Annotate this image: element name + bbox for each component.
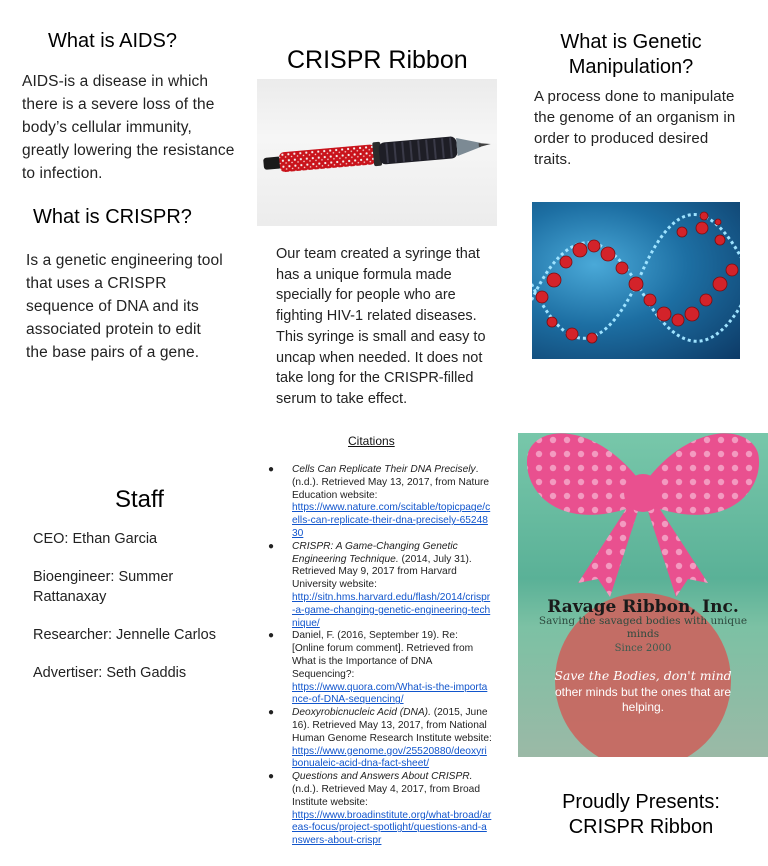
flyer-slogan-2: other minds but the ones that are helping. [554, 685, 732, 714]
staff-member-ceo: CEO: Ethan Garcia [33, 531, 158, 547]
crispr-body: Is a genetic engineering tool that uses a CRISPR sequence of DNA and its associated protein to edit the base pairs of a gene. [26, 252, 223, 361]
pen-icon [257, 79, 497, 226]
flyer-slogan: Save the Bodies, don't mind [554, 668, 732, 683]
citation-item: ● Questions and Answers About CRISPR. (n.d.). Retrieved May 4, 2017, from Broad Institute website: https://www.broadinstitute.org/what-broad/areas-focus/project-spotlight/questions-and-answers-about-crispr [268, 771, 492, 847]
company-tagline: Saving the savaged bodies with unique minds [538, 615, 748, 640]
dna-image [532, 202, 740, 359]
aids-body: AIDS-is a disease in which there is a severe loss of the body’s cellular immunity, greatly lowering the resistance to infection. [22, 73, 235, 182]
company-name: Ravage Ribbon, Inc. [547, 597, 739, 617]
crispr-heading: What is CRISPR? [33, 206, 192, 228]
citations-heading: Citations [348, 434, 395, 448]
citation-link[interactable]: https://www.genome.gov/25520880/deoxyribonualeic-acid-dna-fact-sheet/ [292, 745, 487, 770]
pen-photo [257, 79, 497, 226]
citation-link[interactable]: https://www.quora.com/What-is-the-importance-of-DNA-sequencing/ [292, 681, 488, 706]
company-flyer [518, 433, 768, 757]
staff-heading: Staff [115, 486, 164, 513]
genetic-body: A process done to manipulate the genome of an organism in order to produced desired traits. [534, 88, 736, 168]
dna-helix-icon [532, 202, 740, 359]
staff-member-bioengineer: Bioengineer: Summer Rattanaxay [33, 569, 174, 605]
citation-item: ● Cells Can Replicate Their DNA Precisely. (n.d.). Retrieved May 13, 2017, from Nature Education website: https://www.nature.com/scitable/topicpage/cells-can-replicate-their-dna-precisely-6524830 [268, 464, 491, 539]
presents-line-1: Proudly Presents: [562, 791, 720, 813]
citation-item: ● CRISPR: A Game-Changing Genetic Engineering Technique. (2014, July 31). Retrieved May 9, 2017 from Harvard University website: http://sitn.hms.harvard.edu/flash/2014/crispr-a-game-changing-genetic-engineering-technique/ [268, 540, 491, 629]
citation-item: ● Daniel, F. (2016, September 19). Re: [Online forum comment]. Retrieved from What is the Importance of DNA Sequencing?: https://www.quora.com/What-is-the-importance-of-DNA-sequencing/ [292, 630, 492, 707]
citation-link[interactable]: https://www.broadinstitute.org/what-broad/areas-focus/project-spotlight/questions-and-answers-about-crispr [292, 809, 492, 847]
citation-link[interactable]: http://sitn.hms.harvard.edu/flash/2014/crispr-a-game-changing-genetic-engineering-technique/ [292, 591, 491, 629]
ribbon-heading: CRISPR Ribbon [287, 46, 468, 74]
staff-member-advertiser: Advertiser: Seth Gaddis [33, 665, 187, 681]
ribbon-body: Our team created a syringe that has a unique formula made specially for people who are fighting HIV-1 related diseases. This syringe is small and easy to uncap when needed. It does not take long for the CRISPR-filled serum to take effect. [276, 246, 486, 407]
company-since: Since 2000 [614, 643, 672, 654]
presents-line-2: CRISPR Ribbon [568, 816, 714, 838]
genetic-heading: What is Genetic Manipulation? [560, 31, 702, 78]
aids-heading: What is AIDS? [48, 30, 177, 52]
citation-item: ● Deoxyrobicnucleic Acid (DNA). (2015, June 16). Retrieved May 13, 2017, from National Human Genome Research Institute website: https://www.genome.gov/25520880/deoxyribonualeic-acid-dna-fact-sheet/ [268, 707, 492, 770]
citation-link[interactable]: https://www.nature.com/scitable/topicpage/cells-can-replicate-their-dna-precisely-6524830 [292, 502, 491, 539]
citations-list [268, 464, 492, 848]
staff-member-researcher: Researcher: Jennelle Carlos [33, 627, 216, 643]
